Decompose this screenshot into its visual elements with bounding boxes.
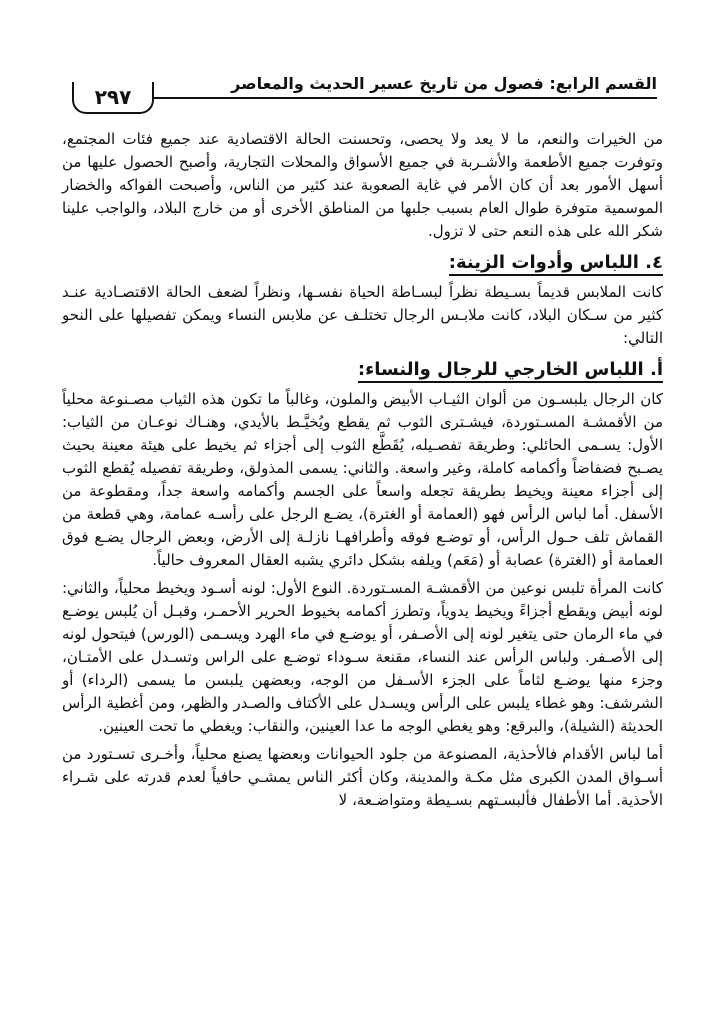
- page-number: ٢٩٧: [72, 82, 154, 114]
- subsection-heading-outer-clothing: [62, 356, 663, 384]
- page-header: [72, 70, 657, 109]
- section-heading-text: ٤. اللباس وأدوات الزينة:: [449, 252, 663, 276]
- paragraph-clothing-intro: كانت الملابس قديماً بسـيطة نظراً لبسـاطة الحياة نفسـها، ونظراً لضعف الحالة الاقتصـادية عنـد كثير من سـكان البلاد، كانت ملابـس الرجال تختلـف عن ملابس النساء ويمكن تفصيلها على النحو التالي:: [62, 283, 663, 347]
- paragraph-intro: من الخيرات والنعم، ما لا يعد ولا يحصى، وتحسنت الحالة الاقتصادية عند جميع فئات المجتمع، وتوفرت جميع الأطعمة والأشـربة في جميع الأسواق والمحلات التجارية، وأصبح الحصول عليها من أسهل الأمور بعد أن كان الأمر في غاية الصعوبة عند كثير من الناس، وأصبحت الفواكه والخضار الموسمية متوفرة طوال العام بسبب جلبها من المناطق الأخرى أو من خارج البلاد، والواجب علينا شكر الله على هذه النعم حتى لا تزول.: [62, 130, 663, 240]
- subsection-heading-text: أ. اللباس الخارجي للرجال والنساء:: [358, 359, 663, 383]
- paragraph-men-clothing: كان الرجال يلبسـون من ألوان الثيـاب الأبيض والملون، وغالباً ما تكون هذه الثياب مصـنوعة محلياً من الأقمشـة المسـتوردة، فيشـترى الثوب ثم يقطع ويُخيَّـط بالأيدي، وهنـاك نوعـان من الثياب: الأول: يسـمى الحائلي: وطريقة تفصـيله، يُقَطَّع الثوب إلى أجزاء ثم يخيط على هيئة معينة بحيث يصـبح فضفاضاً وأكمامه كاملة، وغير واسعة. والثاني: يسمى المذولق، وطريقة تفصيله يُقطع الثوب إلى أجزاء معينة ويخيط بطريقة تجعله واسعاً على الجسم وأكمامه واسعة جداً، ومقطوعة من الأسفل. أما لباس الرأس فهو (العمامة أو الغترة)، يضـع الرجل على رأسـه عمامة، وهي قطعة من القماش تلف حـول الرأس، أو توضـع فوقه وأطرافهـا نازلـة إلى الأرض، وبعض الرجال يضـع فوق العمامة أو (الغترة) عصابة أو (مَعَم) ويلفه بشكل دائري يشبه العقال المعروف حالياً.: [62, 390, 663, 569]
- header-rule: [144, 97, 657, 99]
- running-header-title: القسم الرابع: فصول من تاريخ عسير الحديث والمعاصر: [231, 74, 657, 93]
- paragraph-women-clothing: كانت المرأة تلبس نوعين من الأقمشـة المسـتوردة. النوع الأول: لونه أسـود ويخيط محلياً، والثاني: لونه أبيض ويقطع أجزاءً ويخيط يدوياً، وتطرز أكمامه بخيوط الحرير الأحمـر، وقبـل أن يُلبس يوضـع في ماء الرمان حتى يتغير لونه إلى الأصـفر، أو يوضـع في ماء الهرد ويسـمى (الورس) فيتحول لونه إلى الأصـفر. ولباس الرأس عند النساء، مقنعة سـوداء توضـع على الراس وتسـدل على الأمتـان، وجزء منها يوضـع لثاماً على الجزء الأسـفل من الوجه، وبعضهن يلبسن ما يسمى (الرداء) أو الشرشف: وهو غطاء يلبس على الرأس ويسـدل على الأكتاف والصـدر والظهر، ومن أغطية الرأس الحديثة (الشيلة)، والبرقع: وهو يغطي الوجه ما عدا العينين، والنقاب: ويغطي ما تحت العينين.: [62, 579, 663, 735]
- page-body: [62, 128, 663, 817]
- paragraph-footwear: أما لباس الأقدام فالأحذية، المصنوعة من جلود الحيوانات وبعضها يصنع محلياً، وأخـرى تسـتورد من أسـواق المدن الكبرى مثل مكـة والمدينة، وكان أكثر الناس يمشـي حافياً لعدم قدرته على شـراء الأحذية. أما الأطفال فألبسـتهم بسـيطة ومتواضـعة، لا: [62, 745, 663, 809]
- section-heading-clothing: [62, 249, 663, 277]
